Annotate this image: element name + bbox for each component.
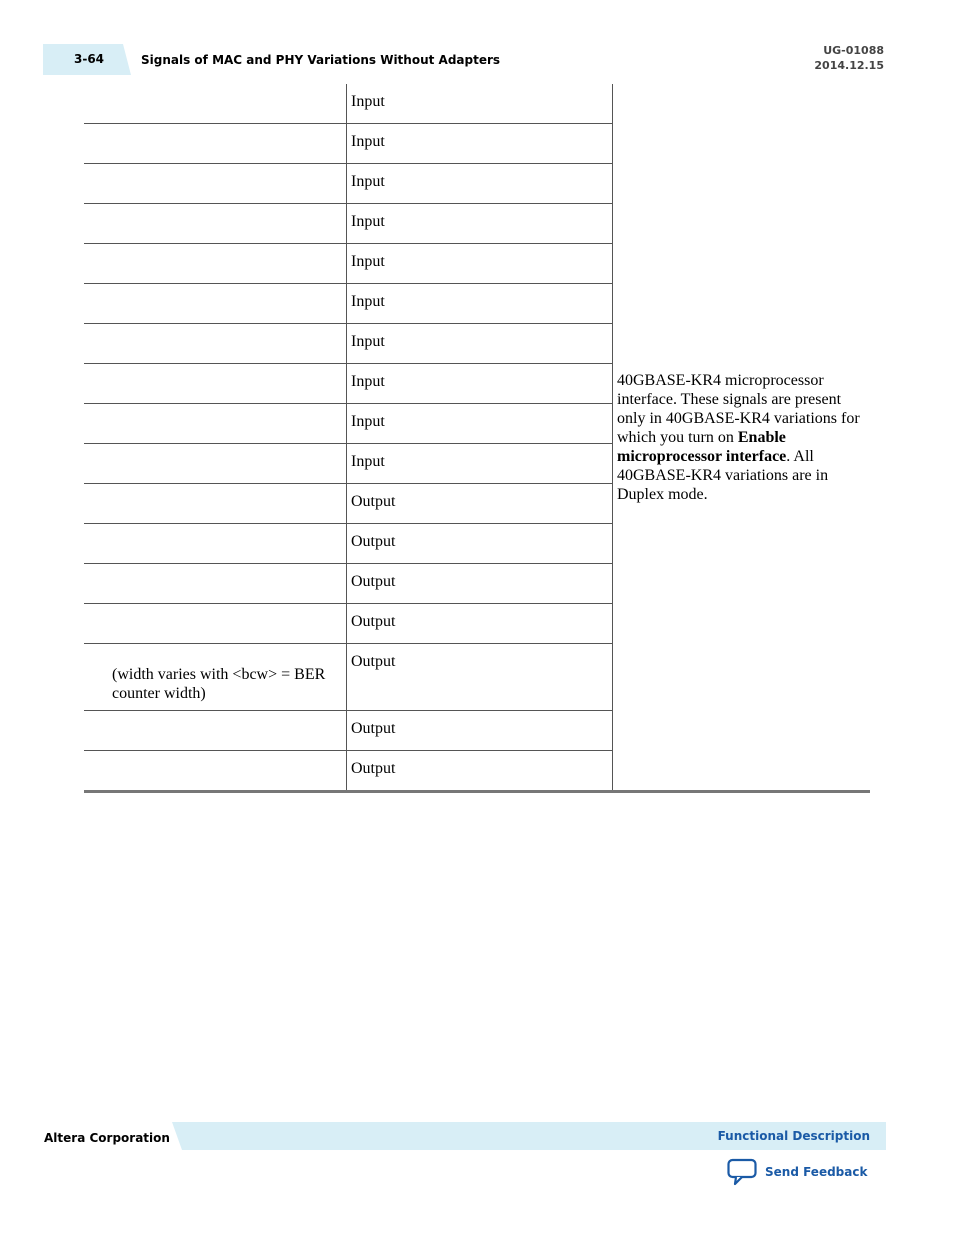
direction-cell: Input xyxy=(347,444,613,484)
direction-cell: Output xyxy=(347,711,613,751)
signal-cell xyxy=(84,644,347,711)
signal-cell xyxy=(84,484,347,524)
send-feedback-label: Send Feedback xyxy=(765,1165,868,1179)
direction-cell: Input xyxy=(347,244,613,284)
footer-section-link[interactable]: Functional Description xyxy=(717,1129,870,1143)
direction-cell: Input xyxy=(347,124,613,164)
signal-cell xyxy=(84,124,347,164)
description-text: 40GBASE-KR4 microprocessor interface. These signals are present only in 40GBASE-KR4 variations for which you turn on xyxy=(617,371,860,446)
signal-cell xyxy=(84,524,347,564)
signal-cell xyxy=(84,404,347,444)
page-number: 3-64 xyxy=(74,52,105,66)
direction-cell: Input xyxy=(347,84,613,124)
description-emphasis: Enable microprocessor interface xyxy=(617,428,787,465)
direction-cell: Output xyxy=(347,564,613,604)
signal-cell xyxy=(84,711,347,751)
footer-company: Altera Corporation xyxy=(44,1131,170,1145)
signal-cell xyxy=(84,751,347,792)
signal-table xyxy=(84,84,870,793)
direction-cell: Output xyxy=(347,484,613,524)
signal-cell xyxy=(84,244,347,284)
signal-cell xyxy=(84,204,347,244)
direction-cell: Output xyxy=(347,604,613,644)
signal-note: (width varies with <bcw> = BER counter width) xyxy=(112,666,326,702)
direction-cell: Input xyxy=(347,164,613,204)
doc-info xyxy=(814,43,884,73)
description-text-end: . All 40GBASE-KR4 variations are in Duplex mode. xyxy=(617,447,829,503)
description-cell xyxy=(613,84,871,792)
doc-date: 2014.12.15 xyxy=(814,59,884,72)
signal-cell xyxy=(84,564,347,604)
signal-cell xyxy=(84,84,347,124)
doc-id: UG-01088 xyxy=(823,44,884,57)
signal-cell xyxy=(84,364,347,404)
direction-cell: Input xyxy=(347,404,613,444)
direction-cell: Output xyxy=(347,751,613,792)
direction-cell: Output xyxy=(347,524,613,564)
send-feedback-link[interactable] xyxy=(727,1158,867,1186)
direction-cell: Input xyxy=(347,364,613,404)
signal-cell xyxy=(84,604,347,644)
direction-cell: Input xyxy=(347,284,613,324)
speech-bubble-icon xyxy=(727,1158,757,1186)
direction-cell: Output xyxy=(347,644,613,711)
signal-cell xyxy=(84,324,347,364)
table-row xyxy=(84,84,870,124)
section-title: Signals of MAC and PHY Variations Without Adapters xyxy=(141,53,501,67)
direction-cell: Input xyxy=(347,324,613,364)
signal-cell xyxy=(84,164,347,204)
direction-cell: Input xyxy=(347,204,613,244)
signal-cell xyxy=(84,444,347,484)
signal-cell xyxy=(84,284,347,324)
